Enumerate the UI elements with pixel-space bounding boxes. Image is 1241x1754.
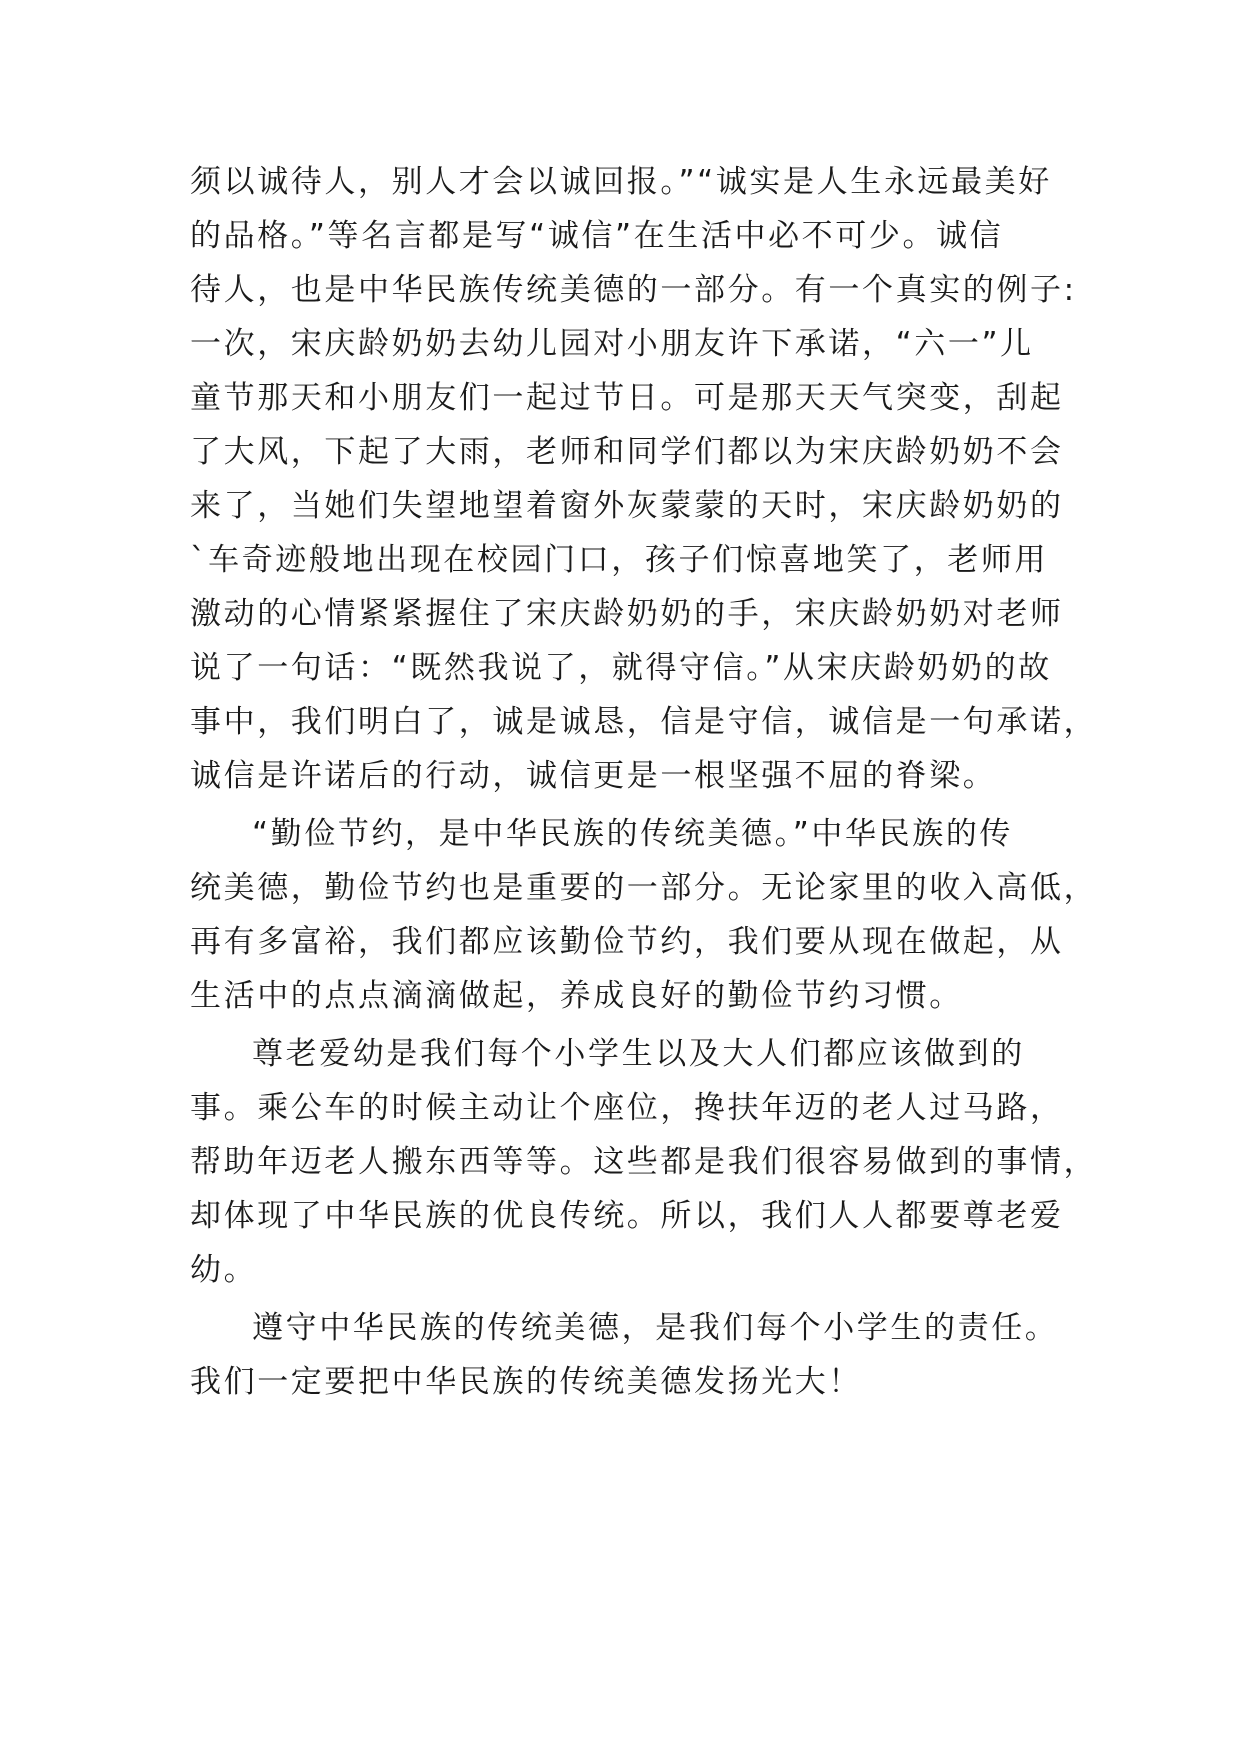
text-line: 激动的心情紧紧握住了宋庆龄奶奶的手，宋庆龄奶奶对老师 <box>190 596 1064 632</box>
text-line: 诚信是许诺后的行动，诚信更是一根坚强不屈的脊梁。 <box>190 758 997 794</box>
text-line: 的品格。”等名言都是写“诚信”在生活中必不可少。诚信 <box>190 218 1004 254</box>
paragraph-respect-elders <box>190 1027 1098 1297</box>
text-line: 我们一定要把中华民族的传统美德发扬光大！ <box>190 1364 862 1400</box>
text-line: 遵守中华民族的传统美德，是我们每个小学生的责任。 <box>252 1310 1059 1346</box>
text-line: 生活中的点点滴滴做起，养成良好的勤俭节约习惯。 <box>190 978 963 1014</box>
text-line: 事中，我们明白了，诚是诚恳，信是守信，诚信是一句承诺， <box>190 704 1098 740</box>
text-line: 了大风，下起了大雨，老师和同学们都以为宋庆龄奶奶不会 <box>190 434 1064 470</box>
paragraph-honesty <box>190 155 1098 803</box>
text-line: 却体现了中华民族的优良传统。所以，我们人人都要尊老爱 <box>190 1198 1064 1234</box>
paragraph-frugality <box>190 807 1098 1023</box>
text-line: 待人，也是中华民族传统美德的一部分。有一个真实的例子: <box>190 272 1077 308</box>
text-line: “勤俭节约，是中华民族的传统美德。”中华民族的传 <box>252 816 1014 852</box>
text-line: 统美德，勤俭节约也是重要的一部分。无论家里的收入高低， <box>190 870 1098 906</box>
text-line: 再有多富裕，我们都应该勤俭节约，我们要从现在做起，从 <box>190 924 1064 960</box>
text-line: 幼。 <box>190 1252 258 1288</box>
text-line: 须以诚待人，别人才会以诚回报。”“诚实是人生永远最美好 <box>190 164 1052 200</box>
text-line: 一次，宋庆龄奶奶去幼儿园对小朋友许下承诺，“六一”儿 <box>190 326 1034 362</box>
text-line: `车奇迹般地出现在校园门口，孩子们惊喜地笑了，老师用 <box>190 542 1049 578</box>
document-body <box>190 155 1098 1409</box>
paragraph-conclusion <box>190 1301 1070 1409</box>
text-line: 童节那天和小朋友们一起过节日。可是那天天气突变，刮起 <box>190 380 1064 416</box>
text-line: 事。乘公车的时候主动让个座位，搀扶年迈的老人过马路， <box>190 1090 1064 1126</box>
text-line: 帮助年迈老人搬东西等等。这些都是我们很容易做到的事情， <box>190 1144 1098 1180</box>
text-line: 尊老爱幼是我们每个小学生以及大人们都应该做到的 <box>252 1036 1025 1072</box>
text-line: 说了一句话：“既然我说了，就得守信。”从宋庆龄奶奶的故 <box>190 650 1052 686</box>
text-line: 来了，当她们失望地望着窗外灰蒙蒙的天时，宋庆龄奶奶的 <box>190 488 1064 524</box>
